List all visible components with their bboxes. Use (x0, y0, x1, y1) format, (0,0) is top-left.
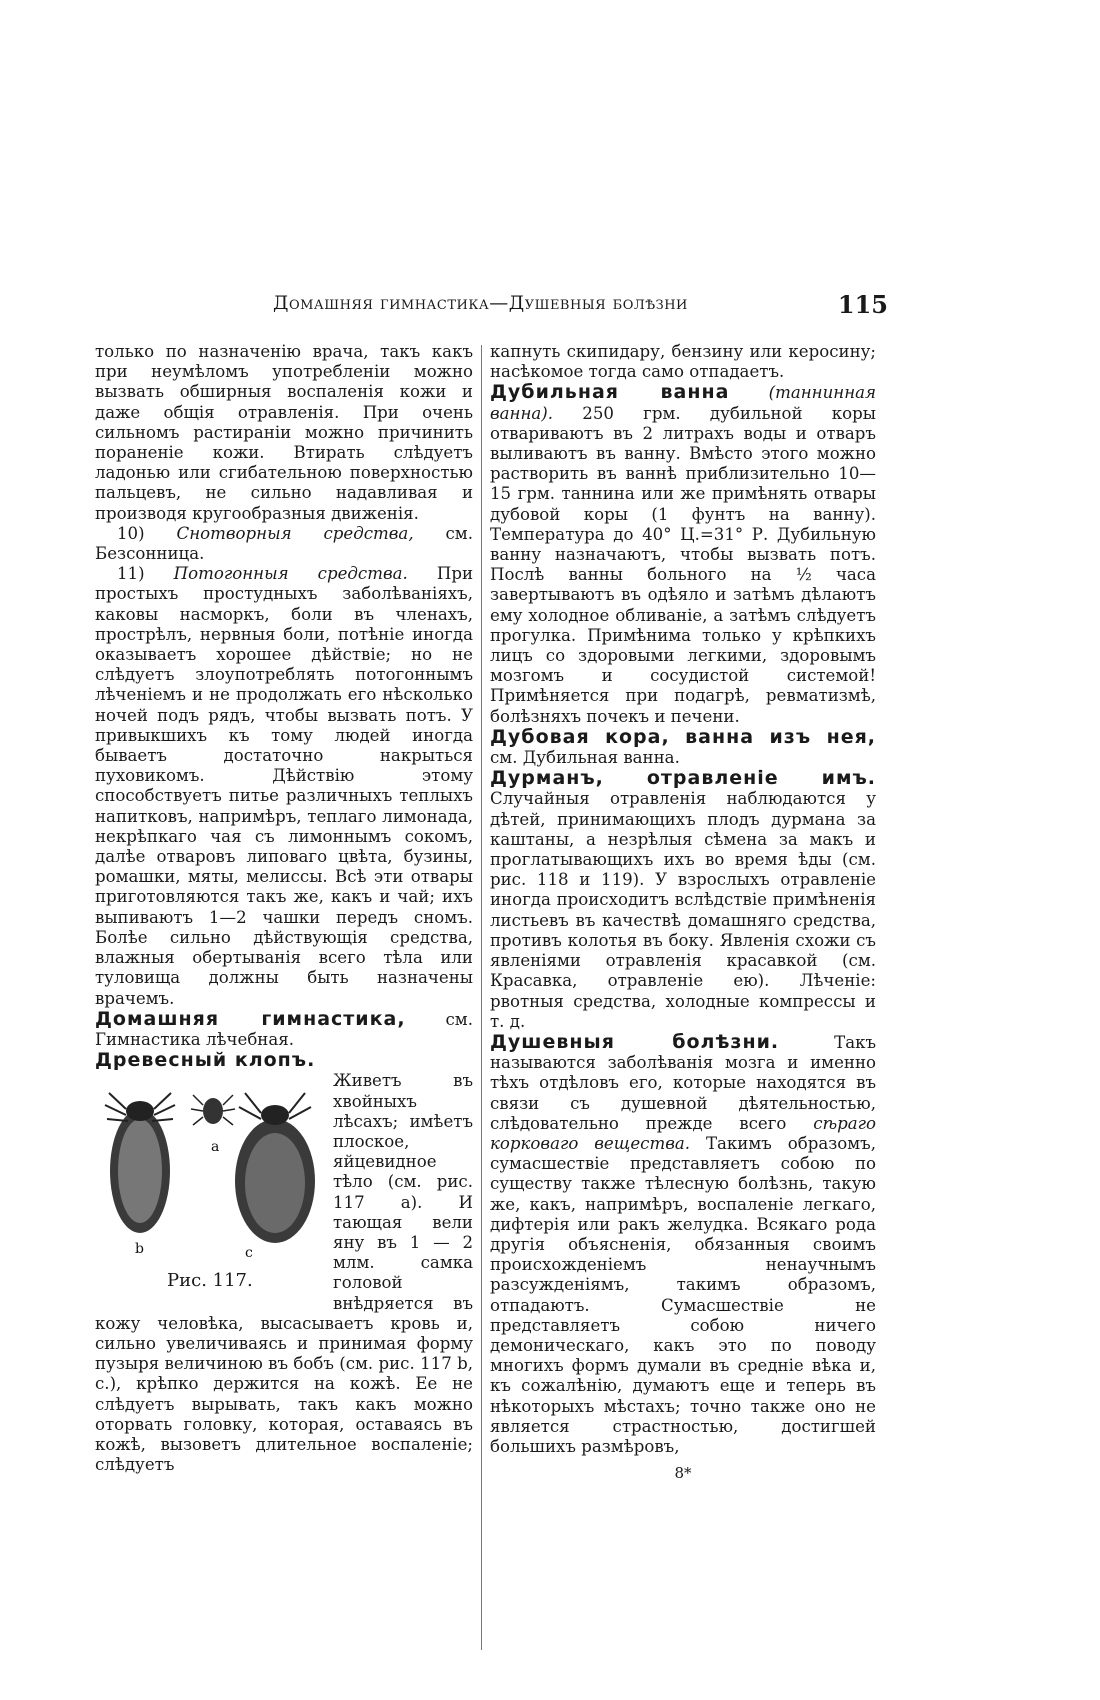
entry-emphasis: сѣраго корковаго вещества. (490, 1113, 877, 1153)
entry-text: 250 грм. дубильной коры отвариваютъ въ 2 литрахъ воды и отваръ выливаютъ въ ванну. Вмѣсто этого можно растворить въ ваннѣ приблизительно 10—15 грм. таннина или же примѣнять отвары дубовой коры (1 фунтъ на ванну). Температура до 40° Ц.=31° Р. Дубильную ванну назначаютъ, чтобы вызвать потъ. Послѣ ванны больного на ½ часа завертываютъ въ одѣяло и затѣмъ дѣлаютъ ему холодное обливаніе, а затѣмъ слѣдуетъ прогулка. Примѣнима только у крѣпкихъ лицъ со здоровыми легкими, здоровымъ мозгомъ и сосудистой системой! Примѣняется при подагрѣ, ревматизмѣ, болѣзняхъ почекъ и печени. (490, 403, 876, 726)
entry-domashnyaya-gimnastika (95, 1009, 473, 1050)
entry-text: Такъ называются заболѣванія мозга и именно тѣхъ отдѣловъ его, которые находятся въ связи съ душевной дѣятельностью, слѣдовательно прежде всего (490, 1032, 877, 1133)
entry-text: см. Гимнастика лѣчебная. (95, 1009, 473, 1049)
entry-headword: Душевныя болѣзни. (490, 1030, 780, 1053)
item-text: см. Безсонница. (95, 523, 473, 564)
paragraph-continuation: только по назначенію врача, такъ какъ при неумѣломъ употребленіи можно вызвать обширныя воспаленія кожи и даже общія отравленія. При очень сильномъ растираніи можно причинить пораненіе кожи. Втирать слѣдуетъ ладонью или сгибательною поверхностью пальцевъ, не сильно надавливая и производя кругообразныя движенія. (95, 342, 473, 523)
entry-alt-term: (таннинная ванна). (490, 383, 876, 423)
page-number: 115 (837, 290, 888, 319)
entry-dubilnaya-vanna (490, 382, 876, 726)
left-column (95, 342, 473, 1475)
entry-drevesny-klop-text: Живетъ въ хвойныхъ лѣсахъ; имѣетъ плоское, яйцевидное тѣло (см. рис. 117 а). И тающая вели яну въ 1 — 2 млм. самка головой внѣдряется въ кожу человѣка, высасываетъ кровь и, сильно увеличиваясь и принимая форму пузыря величиною въ бобъ (см. рис. 117 b, с.), крѣпко держится на кожѣ. Ее не слѣдуетъ вырывать, такъ какъ можно оторвать головку, которая, оставаясь въ кожѣ, вызоветъ длительное воспаленіе; слѣдуетъ (95, 1071, 473, 1475)
tick-b-figure (105, 1093, 175, 1233)
entry-dubovaya-kora (490, 727, 876, 768)
list-item-11 (95, 564, 473, 1008)
column-divider (481, 345, 482, 1650)
entry-headword: Дубовая кора, ванна изъ нея, (490, 725, 876, 748)
running-header (98, 290, 888, 320)
list-item-10 (95, 524, 473, 564)
item-text: При простыхъ простудныхъ заболѣваніяхъ, каковы насморкъ, боли въ членахъ, прострѣлъ, нервныя боли, потѣніе иногда оказываетъ хорошее дѣйствіе; но не слѣдуетъ злоупотреблять потогоннымъ лѣченіемъ и не продолжать его нѣсколько ночей подъ рядъ, чтобы вызвать потъ. У привыкшихъ къ тому людей иногда бываетъ достаточно накрыться пуховикомъ. Дѣйствію этому способствуетъ питье различныхъ теплыхъ напитковъ, напримѣръ, теплаго лимонада, некрѣпкаго чая съ лимоннымъ сокомъ, далѣе отваровъ липоваго цвѣта, бузины, ромашки, мяты, мелиссы. Всѣ эти отвары приготовляются такъ же, какъ и чай; ихъ выпиваютъ 1—2 чашки передъ сномъ. Болѣе сильно дѣйствующія средства, влажныя обертыванія всего тѣла или туловища должны быть назначены врачемъ. (95, 564, 474, 1008)
tick-illustration (95, 1071, 335, 1271)
label-a: a (211, 1139, 220, 1156)
figure-caption: Рис. 117. (167, 1270, 253, 1292)
entry-drevesny-klop-heading (95, 1050, 473, 1071)
tick-c-figure (235, 1093, 315, 1243)
right-column (490, 342, 876, 1483)
item-term: Снотворныя средства, (176, 523, 414, 543)
item-term: Потогонныя средства. (173, 564, 408, 584)
entry-durman (490, 768, 876, 1032)
label-b: b (135, 1241, 144, 1258)
signature-mark: 8* (674, 1464, 692, 1483)
item-number: 11) (117, 564, 145, 584)
tick-a-figure (191, 1095, 235, 1125)
entry-headword: Древесный клопъ. (95, 1049, 316, 1072)
label-c: c (245, 1245, 253, 1262)
entry-headword: Дубильная ванна (490, 381, 730, 404)
item-number: 10) (117, 523, 145, 543)
entry-headword: Дурманъ, отравленіе имъ. (490, 767, 876, 790)
entry-text: см. Дубильная ванна. (490, 748, 680, 768)
header-title: Домашняя гимнастика—Душевныя болѣзни (273, 292, 688, 314)
entry-headword: Домашняя гимнастика, (95, 1007, 406, 1030)
entry-text: Такимъ образомъ, сумасшествіе представляетъ собою по существу также тѣлесную болѣзнь, такую же, какъ, напримѣръ, воспаленіе легкаго, дифтерія или ракъ желудка. Всякаго рода другія объясненія, обязанныя своимъ происхожденіемъ ненаучнымъ разсужденіямъ, такимъ образомъ, отпадаютъ. Сумасшествіе не представляетъ собою ничего демоническаго, какъ это по поводу многихъ формъ думали въ средніе вѣка и, къ сожалѣнію, думаютъ еще и теперь въ нѣкоторыхъ мѣстахъ; точно также оно не является страстностью, достигшей большихъ размѣровъ, (490, 1133, 876, 1456)
entry-dushevnye-bolezni (490, 1032, 876, 1457)
entry-text: Случайныя отравленія наблюдаются у дѣтей, принимающихъ плодъ дурмана за каштаны, а незрѣлыя сѣмена за макъ и проглатывающихъ ихъ во время ѣды (см. рис. 118 и 119). У взрослыхъ отравленіе иногда происходитъ вслѣдствіе примѣненія листьевъ въ качествѣ домашняго средства, противъ колотья въ боку. Явленія схожи съ явленіями отравленія красавкой (см. Красавка, отравленіе ею). Лѣченіе: рвотныя средства, холодные компрессы и т. д. (490, 789, 876, 1031)
paragraph-continuation: капнуть скипидару, бензину или керосину; насѣкомое тогда само отпадаетъ. (490, 342, 876, 382)
